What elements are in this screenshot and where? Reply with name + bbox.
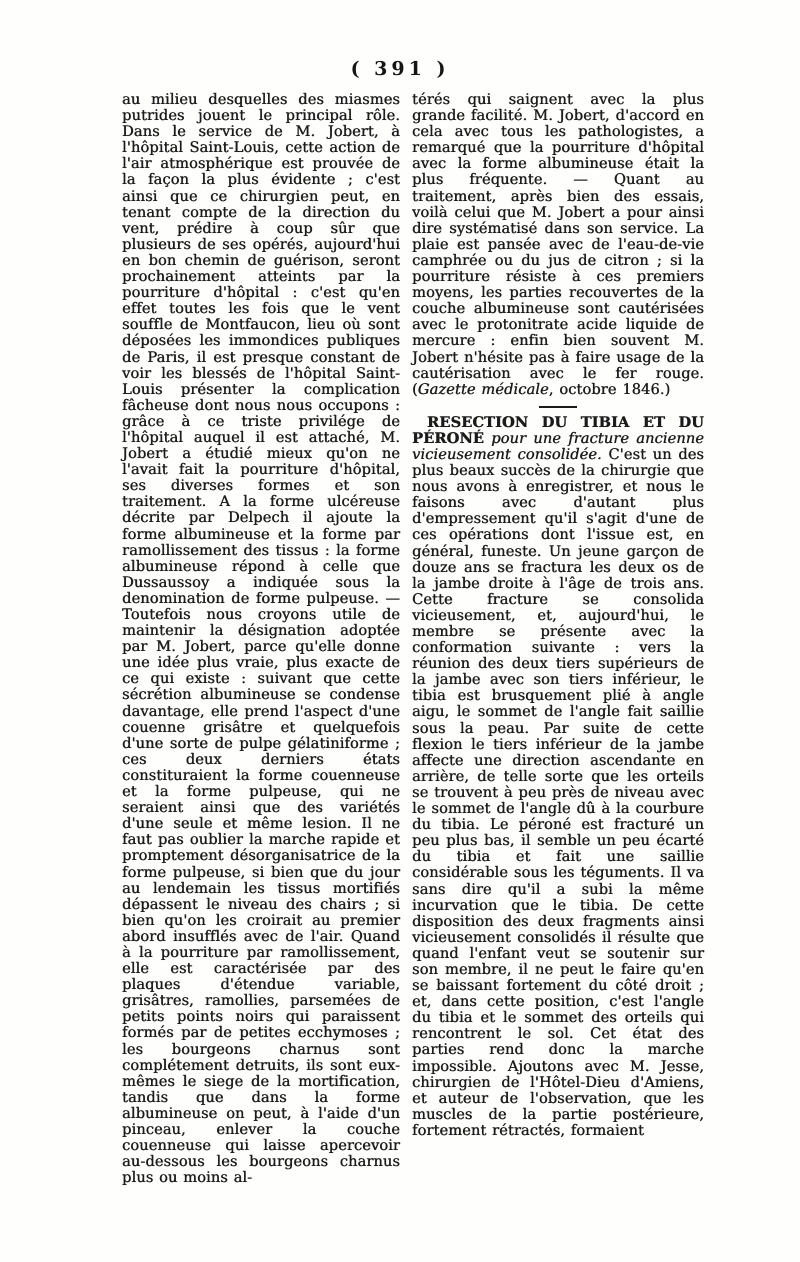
article1-paragraph [412, 92, 704, 398]
text-columns [122, 92, 704, 1186]
citation-journal-title: Gazette médicale [417, 380, 549, 398]
article2-subtitle: pour une fracture ancienne vicieusement consolidée. [412, 429, 704, 463]
left-column [122, 92, 400, 1186]
page-number: ( 391 ) [350, 58, 450, 80]
left-column-paragraph: au milieu desquelles des miasmes putrides jouent le principal rôle. Dans le service de M. Jobert, à l'hôpital Saint-Louis, cette action de l'air atmosphérique est prouvée de la façon la plus évidente ; c'est ainsi que ce chirurgien peut, en tenant compte de la direction du vent, prédire à coup sûr que plusieurs de ses opérés, aujourd'hui en bon chemin de guérison, seront prochainement atteints par la pourriture d'hôpital : c'est qu'en effet toutes les fois que le vent souffle de Montfaucon, lieu où sont déposées les immondices publiques de Paris, il est presque constant de voir les blessés de l'hôpital Saint-Louis présenter la complication fâcheuse dont nous nous occupons : grâce à ce triste privilége de l'hôpital auquel il est attaché, M. Jobert a étudié mieux qu'on ne l'avait fait la pourriture d'hôpital, ses diverses formes et son traitement. A la forme ulcéreuse décrite par Delpech il ajoute la forme albumineuse et la forme par ramollissement des tissus : la forme albumineuse répond à celle que Dussaussoy a indiquée sous la denomination de forme pulpeuse. — Toutefois nous croyons utile de maintenir la désignation adoptée par M. Jobert, parce qu'elle donne une idée plus vraie, plus exacte de ce qui existe : suivant que cette sécrétion albumineuse se condense davantage, elle prend l'aspect d'une couenne grisâtre et quelquefois d'une sorte de pulpe gélatiniforme ; ces deux derniers états constituraient la forme couenneuse et la forme pulpeuse, qui ne seraient ainsi que des variétés d'une seule et même lesion. Il ne faut pas oublier la marche rapide et promptement désorganisatrice de la forme pulpeuse, si bien que du jour au lendemain les tissus mortifiés dépassent le niveau des chairs ; si bien qu'on les croirait au premier abord insufflés avec de l'air. Quand à la pourriture par ramollissement, elle est caractérisée par des plaques d'étendue variable, grisâtres, ramollies, parsemées de petits points noirs qui paraissent formés par de petites ecchymoses ; les bourgeons charnus sont complétement detruits, ils sont eux-mêmes le siege de la mortification, tandis que dans la forme albumineuse on peut, à l'aide d'un pinceau, enlever la couche couenneuse qui laisse apercevoir au-dessous les bourgeons charnus plus ou moins al- [122, 91, 400, 1187]
article2-paragraph [412, 415, 704, 1139]
section-divider [539, 406, 577, 408]
article2-body: C'est un des plus beaux succès de la chirurgie que nous avons à enregistrer, et nous le faisons avec d'autant plus d'empressement qu'il s'agit d'une de ces opérations dont l'issue est, en général, funeste. Un jeune garçon de douze ans se fractura les deux os de la jambe droite à l'âge de trois ans. Cette fracture se consolida vicieusement, et, aujourd'hui, le membre se présente avec la conformation suivante : vers la réunion des deux tiers supérieurs de la jambe avec son tiers inférieur, le tibia est brusquement plié à angle aigu, le sommet de l'angle fait saillie sous la peau. Par suite de cette flexion le tiers inférieur de la jambe affecte une direction ascendante en arrière, de telle sorte que les orteils se trouvent à peu près de niveau avec le sommet de l'angle dû à la courbure du tibia. Le péroné est fracturé un peu plus bas, il semble un peu écarté du tibia et fait une saillie considérable sous les téguments. Il va sans dire qu'il a subi la même incurvation que le tibia. De cette disposition des deux fragments ainsi vicieusement consolidés il résulte que quand l'enfant veut se soutenir sur son membre, il ne peut le faire qu'en se baissant fortement du côté droit ; et, dans cette position, c'est l'angle du tibia et le sommet des orteils qui rencontrent le sol. Cet état des parties rend donc la marche impossible. Ajoutons avec M. Jesse, chirurgien de l'Hôtel-Dieu d'Amiens, et auteur de l'observation, que les muscles de la partie postérieure, fortement rétractés, formaient [412, 445, 704, 1139]
citation-date: , octobre 1846.) [548, 380, 671, 398]
right-column [412, 92, 704, 1186]
article1-text: térés qui saignent avec la plus grande facilité. M. Jobert, d'accord en cela avec tous les pathologistes, a remarqué que la pourriture d'hôpital avec la forme albumineuse était la plus fréquente. — Quant au traitement, après bien des essais, voilà celui que M. Jobert a pour ainsi dire systématisé dans son service. La plaie est pansée avec de l'eau-de-vie camphrée ou du jus de citron ; si la pourriture résiste à ces premiers moyens, les parties recouvertes de la couche albumineuse sont cautérisées avec le protonitrate acide liquide de mercure : enfin bien souvent M. Jobert n'hésite pas à faire usage de la cautérisation avec le fer rouge. ( [412, 91, 704, 398]
article2-heading: RESECTION DU TIBIA ET DU PÉRONÉ [412, 413, 704, 447]
